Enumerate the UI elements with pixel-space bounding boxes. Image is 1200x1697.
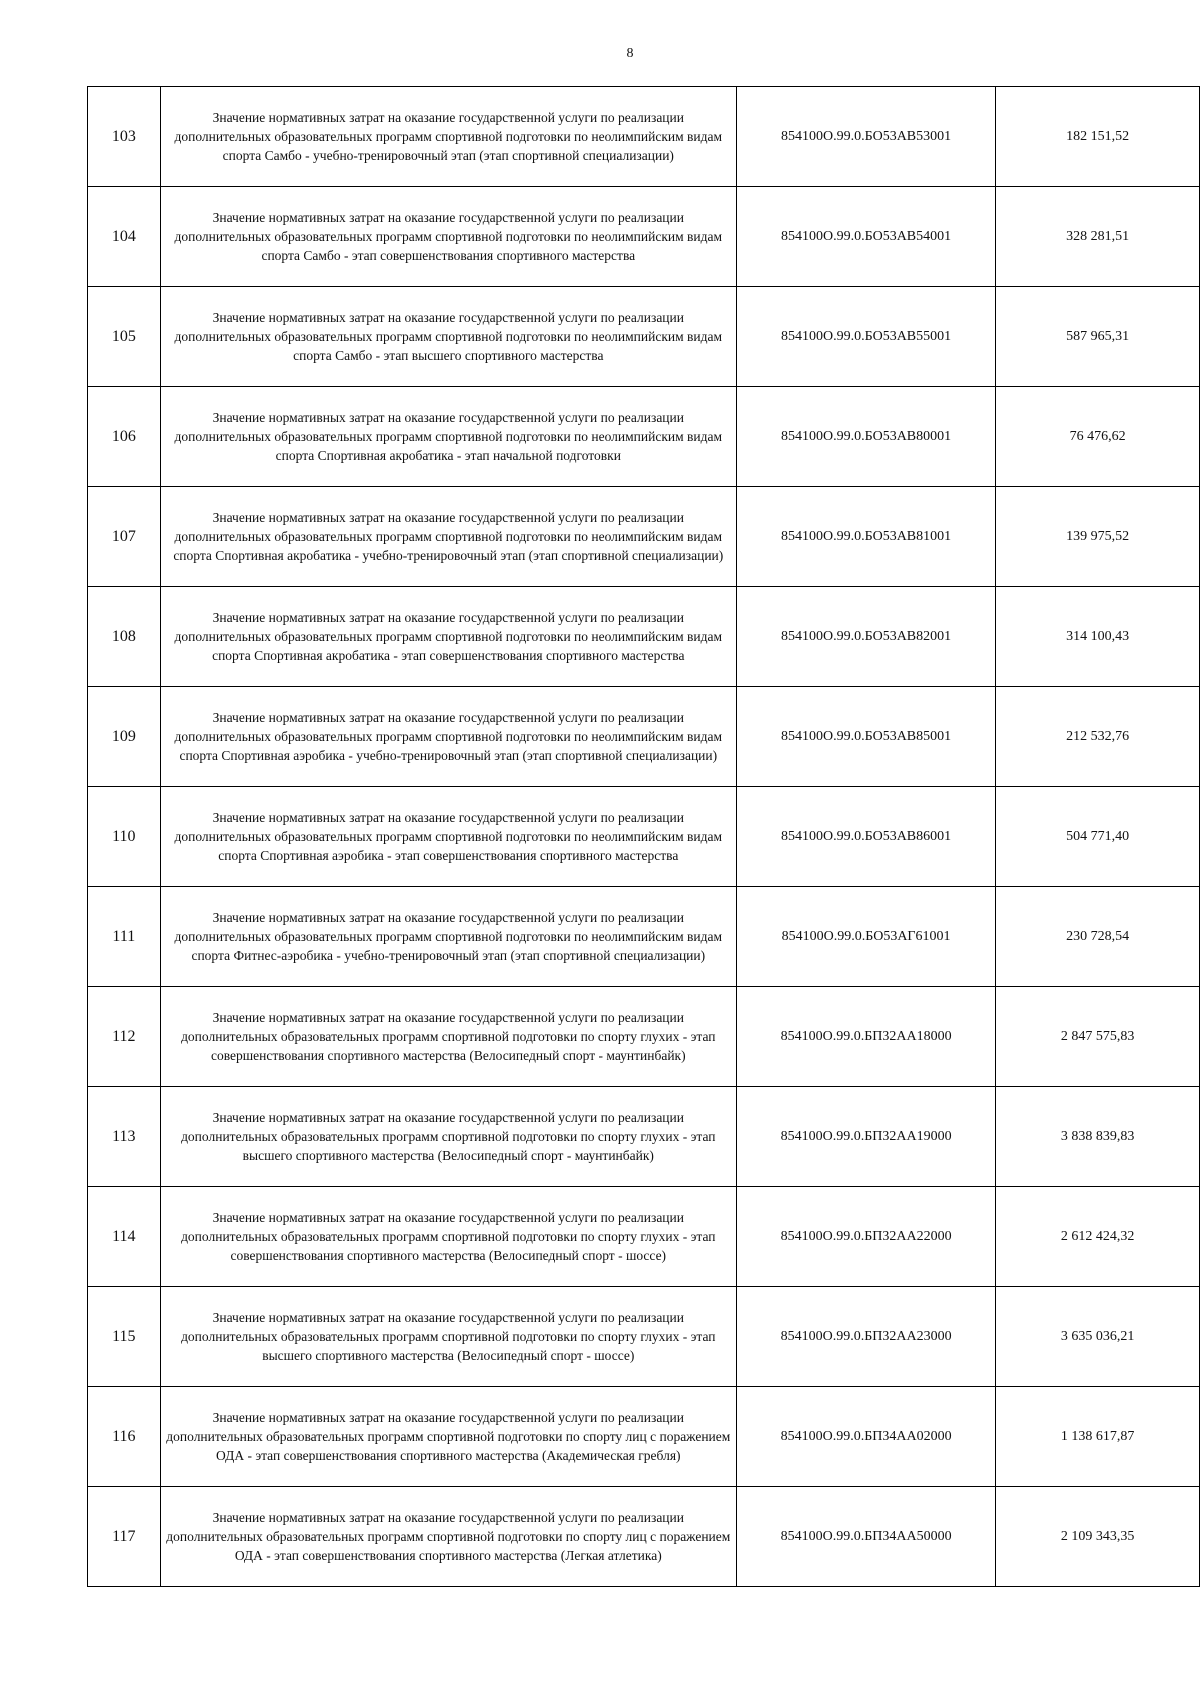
- row-service-code: 854100О.99.0.БО53АВ55001: [736, 287, 995, 387]
- row-number: 104: [88, 187, 161, 287]
- row-amount: 2 847 575,83: [996, 987, 1200, 1087]
- row-number: 109: [88, 687, 161, 787]
- row-description: Значение нормативных затрат на оказание государственной услуги по реализации дополнительных образовательных программ спортивной подготовки по неолимпийским видам спорта Спортивная акробатика - учебно-тренировочный этап (этап спортивной специализации): [160, 487, 736, 587]
- row-description: Значение нормативных затрат на оказание государственной услуги по реализации дополнительных образовательных программ спортивной подготовки по неолимпийским видам спорта Спортивная аэробика - этап совершенствования спортивного мастерства: [160, 787, 736, 887]
- table-row: [88, 987, 1200, 1087]
- row-description: Значение нормативных затрат на оказание государственной услуги по реализации дополнительных образовательных программ спортивной подготовки по спорту глухих - этап высшего спортивного мастерства (Велосипедный спорт - шоссе): [160, 1287, 736, 1387]
- row-service-code: 854100О.99.0.БП32АА18000: [736, 987, 995, 1087]
- row-number: 103: [88, 87, 161, 187]
- table-body: [88, 87, 1200, 1587]
- row-description: Значение нормативных затрат на оказание государственной услуги по реализации дополнительных образовательных программ спортивной подготовки по неолимпийским видам спорта Спортивная аэробика - учебно-тренировочный этап (этап спортивной специализации): [160, 687, 736, 787]
- row-service-code: 854100О.99.0.БО53АГ61001: [736, 887, 995, 987]
- table-row: [88, 1487, 1200, 1587]
- row-number: 116: [88, 1387, 161, 1487]
- table-row: [88, 1287, 1200, 1387]
- row-description: Значение нормативных затрат на оказание государственной услуги по реализации дополнительных образовательных программ спортивной подготовки по неолимпийским видам спорта Фитнес-аэробика - учебно-тренировочный этап (этап спортивной специализации): [160, 887, 736, 987]
- row-number: 108: [88, 587, 161, 687]
- row-amount: 212 532,76: [996, 687, 1200, 787]
- row-amount: 182 151,52: [996, 87, 1200, 187]
- row-service-code: 854100О.99.0.БО53АВ86001: [736, 787, 995, 887]
- cost-norms-table: [87, 86, 1200, 1587]
- table-row: [88, 187, 1200, 287]
- row-amount: 2 109 343,35: [996, 1487, 1200, 1587]
- row-number: 107: [88, 487, 161, 587]
- row-service-code: 854100О.99.0.БО53АВ81001: [736, 487, 995, 587]
- row-amount: 504 771,40: [996, 787, 1200, 887]
- row-amount: 3 635 036,21: [996, 1287, 1200, 1387]
- row-description: Значение нормативных затрат на оказание государственной услуги по реализации дополнительных образовательных программ спортивной подготовки по спорту глухих - этап высшего спортивного мастерства (Велосипедный спорт - маунтинбайк): [160, 1087, 736, 1187]
- row-amount: 328 281,51: [996, 187, 1200, 287]
- row-amount: 587 965,31: [996, 287, 1200, 387]
- row-description: Значение нормативных затрат на оказание государственной услуги по реализации дополнительных образовательных программ спортивной подготовки по неолимпийским видам спорта Самбо - учебно-тренировочный этап (этап спортивной специализации): [160, 87, 736, 187]
- table-row: [88, 587, 1200, 687]
- row-amount: 314 100,43: [996, 587, 1200, 687]
- row-number: 115: [88, 1287, 161, 1387]
- page-number: 8: [626, 46, 634, 61]
- table-row: [88, 887, 1200, 987]
- row-amount: 139 975,52: [996, 487, 1200, 587]
- table-row: [88, 687, 1200, 787]
- row-service-code: 854100О.99.0.БО53АВ53001: [736, 87, 995, 187]
- row-service-code: 854100О.99.0.БО53АВ82001: [736, 587, 995, 687]
- row-service-code: 854100О.99.0.БП32АА19000: [736, 1087, 995, 1187]
- row-amount: 230 728,54: [996, 887, 1200, 987]
- row-service-code: 854100О.99.0.БП34АА02000: [736, 1387, 995, 1487]
- row-service-code: 854100О.99.0.БО53АВ80001: [736, 387, 995, 487]
- row-number: 112: [88, 987, 161, 1087]
- row-number: 105: [88, 287, 161, 387]
- row-number: 106: [88, 387, 161, 487]
- row-amount: 76 476,62: [996, 387, 1200, 487]
- row-description: Значение нормативных затрат на оказание государственной услуги по реализации дополнительных образовательных программ спортивной подготовки по спорту глухих - этап совершенствования спортивного мастерства (Велосипедный спорт - шоссе): [160, 1187, 736, 1287]
- row-service-code: 854100О.99.0.БП32АА22000: [736, 1187, 995, 1287]
- row-amount: 2 612 424,32: [996, 1187, 1200, 1287]
- row-service-code: 854100О.99.0.БП32АА23000: [736, 1287, 995, 1387]
- row-service-code: 854100О.99.0.БО53АВ54001: [736, 187, 995, 287]
- table-row: [88, 787, 1200, 887]
- row-description: Значение нормативных затрат на оказание государственной услуги по реализации дополнительных образовательных программ спортивной подготовки по неолимпийским видам спорта Спортивная акробатика - этап совершенствования спортивного мастерства: [160, 587, 736, 687]
- row-service-code: 854100О.99.0.БО53АВ85001: [736, 687, 995, 787]
- table-row: [88, 287, 1200, 387]
- table-row: [88, 1187, 1200, 1287]
- table-row: [88, 487, 1200, 587]
- row-description: Значение нормативных затрат на оказание государственной услуги по реализации дополнительных образовательных программ спортивной подготовки по спорту глухих - этап совершенствования спортивного мастерства (Велосипедный спорт - маунтинбайк): [160, 987, 736, 1087]
- row-description: Значение нормативных затрат на оказание государственной услуги по реализации дополнительных образовательных программ спортивной подготовки по неолимпийским видам спорта Самбо - этап высшего спортивного мастерства: [160, 287, 736, 387]
- row-number: 111: [88, 887, 161, 987]
- row-number: 114: [88, 1187, 161, 1287]
- row-number: 113: [88, 1087, 161, 1187]
- table-row: [88, 387, 1200, 487]
- row-number: 117: [88, 1487, 161, 1587]
- row-description: Значение нормативных затрат на оказание государственной услуги по реализации дополнительных образовательных программ спортивной подготовки по спорту лиц с поражением ОДА - этап совершенствования спортивного мастерства (Легкая атлетика): [160, 1487, 736, 1587]
- row-number: 110: [88, 787, 161, 887]
- row-description: Значение нормативных затрат на оказание государственной услуги по реализации дополнительных образовательных программ спортивной подготовки по неолимпийским видам спорта Спортивная акробатика - этап начальной подготовки: [160, 387, 736, 487]
- row-description: Значение нормативных затрат на оказание государственной услуги по реализации дополнительных образовательных программ спортивной подготовки по спорту лиц с поражением ОДА - этап совершенствования спортивного мастерства (Академическая гребля): [160, 1387, 736, 1487]
- row-amount: 1 138 617,87: [996, 1387, 1200, 1487]
- table-row: [88, 1387, 1200, 1487]
- row-description: Значение нормативных затрат на оказание государственной услуги по реализации дополнительных образовательных программ спортивной подготовки по неолимпийским видам спорта Самбо - этап совершенствования спортивного мастерства: [160, 187, 736, 287]
- row-amount: 3 838 839,83: [996, 1087, 1200, 1187]
- table-row: [88, 1087, 1200, 1187]
- row-service-code: 854100О.99.0.БП34АА50000: [736, 1487, 995, 1587]
- table-row: [88, 87, 1200, 187]
